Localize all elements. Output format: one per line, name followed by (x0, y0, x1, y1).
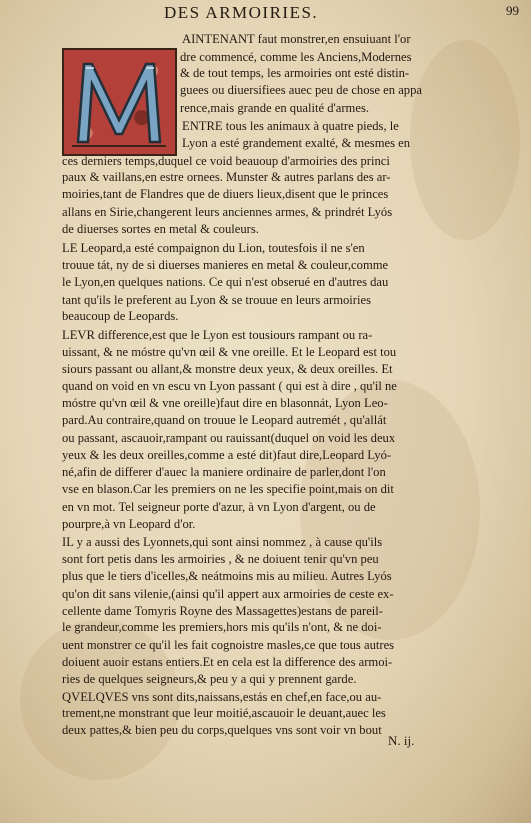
text-line: uent monstrer ce qu'il les fait cognoistre masles,ce que tous autres (62, 638, 395, 652)
text-line: vse en blason.Car les premiers on ne les specifie point,mais on dit (62, 482, 394, 496)
text-line: trement,ne monstrant que leur moitié,ascauoir le deuant,auec les (62, 706, 386, 720)
text-line: LEVR difference,est que le Lyon est tousiours rampant ou ra- (62, 328, 373, 342)
text-line: plus que le tiers d'icelles,& neátmoins mis au milieu. Autres Lyós (62, 569, 392, 583)
text-line: qu'on dit sans vilenie,(ainsi qu'il appert aux armoiries de ceste ex- (62, 587, 394, 601)
text-line: guees ou diuersifiees auec peu de chose en appa (180, 83, 422, 97)
text-line: uissant, & ne móstre qu'vn œil & vne oreille. Et le Leopard est tou (62, 345, 397, 359)
text-line: ces derniers temps,duquel ce void beauoup d'armoiries des princi (62, 154, 390, 168)
text-line: beaucoup de Leopards. (62, 309, 179, 323)
text-line: & de tout temps, les armoiries ont esté distin- (180, 66, 410, 80)
text-line: le grandeur,comme les premiers,hors mis qu'ils n'ont, & ne doi- (62, 620, 382, 634)
text-line: ENTRE tous les animaux à quatre pieds, le (182, 119, 399, 133)
text-line: allans en Sirie,changerent leurs anciennes armes, & prindrét Lyós (62, 205, 393, 219)
paper-stain (410, 40, 520, 240)
text-line: LE Leopard,a esté compaignon du Lion, toutesfois il ne s'en (62, 241, 365, 255)
text-line: paux & vaillans,en estre ornees. Munster & autres parlans des ar- (62, 170, 391, 184)
text-line: siours passant ou allant,& monstre deux yeux, & deux oreilles. Et (62, 362, 393, 376)
text-line: né,afin de differer d'auec la maniere ordinaire de parler,dont l'on (62, 465, 386, 479)
text-line: Lyon a esté grandement exalté, & mesmes en (182, 136, 411, 150)
text-line: de diuerses sortes en metal & couleurs. (62, 222, 259, 236)
text-line: le Lyon,en quelques nations. Ce qui n'est obserué en d'autres dau (62, 275, 389, 289)
text-line: yeux & les deux oreilles,comme a esté dit)faut dire,Leopard Lyó- (62, 448, 392, 462)
text-line: sont fort petis dans les armoiries , & ne doiuent tenir qu'vn peu (62, 552, 379, 566)
text-line: móstre qu'vn œil & vne oreille)faut dire en blasonnát, Lyon Leo- (62, 396, 388, 410)
text-line: tant qu'ils le preferent au Lyon & se trouue en leurs armoiries (62, 293, 371, 307)
signature-mark: N. ij. (388, 733, 415, 748)
text-line: rence,mais grande en qualité d'armes. (180, 101, 369, 115)
text-line: doiuent auoir estans entiers.Et en cela est la difference des armoi- (62, 655, 393, 669)
text-line: QVELQVES vns sont dits,naissans,estás en chef,en face,ou au- (62, 690, 382, 704)
text-line: ou passant, ascauoir,rampant ou rauissant(duquel on void les deux (62, 431, 396, 445)
running-head: DES ARMOIRIES. (164, 3, 319, 22)
text-line: pard.Au contraire,quand on trouue le Leopard autremét , qu'allát (62, 413, 387, 427)
text-line: IL y a aussi des Lyonnets,qui sont ainsi nommez , à cause qu'ils (62, 535, 383, 549)
text-line: quand on void en vn escu vn Lyon passant ( qui est à dire , qu'il ne (62, 379, 397, 393)
text-line: pourpre,à vn Leopard d'or. (62, 517, 196, 531)
text-line: dre commencé, comme les Anciens,Modernes (180, 50, 412, 64)
text-line: moiries,tant de Flandres que de diuers lieux,disent que le princes (62, 187, 389, 201)
text-line: trouue tát, ny de si diuerses manieres en metal & couleur,comme (62, 258, 389, 272)
decorated-initial (62, 48, 177, 156)
page-number: 99 (506, 3, 519, 18)
initial-letter-m-icon (64, 50, 175, 154)
text-line: cellente dame Tomyris Royne des Massagettes)estans de pareil- (62, 604, 383, 618)
text-line: en vn mot. Tel seigneur porte d'azur, à vn Lyon d'argent, ou de (62, 500, 376, 514)
text-line: deux pattes,& bien peu du corps,quelques vns sont voir vn bout (62, 723, 382, 737)
text-line: ries de quelques seigneurs,& peu y a qui y prennent garde. (62, 672, 357, 686)
text-line: AINTENANT faut monstrer,en ensuiuant l'or (182, 32, 411, 46)
